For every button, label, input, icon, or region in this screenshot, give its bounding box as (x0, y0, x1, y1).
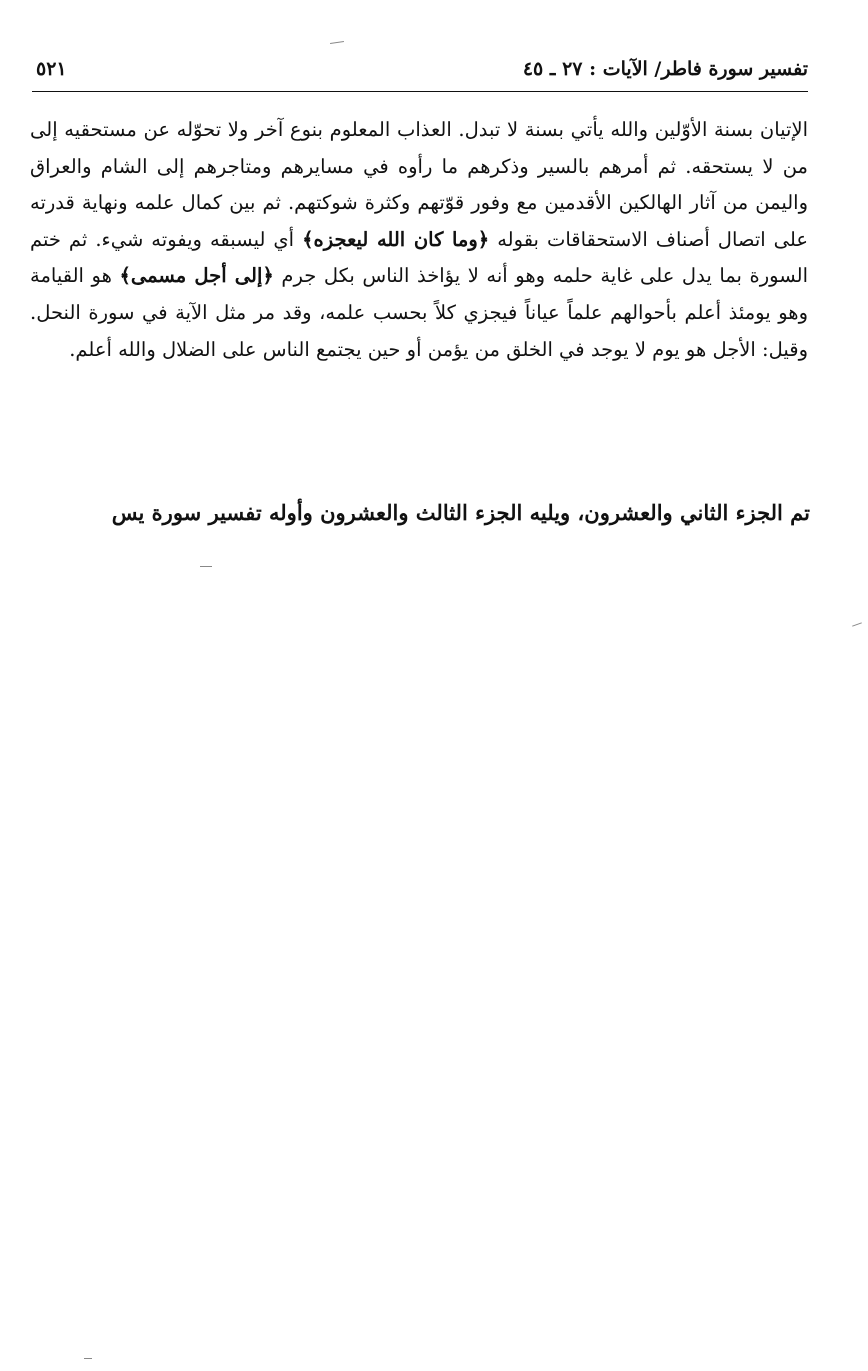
running-head (32, 56, 808, 92)
body-text-segment: أي ليسبقه ويفوته شيء. ثم ختم السورة بما يدل على غاية حلمه وهو أنه لا يؤاخذ الناس بكل جرم (30, 227, 808, 288)
colophon: تم الجزء الثاني والعشرون، ويليه الجزء الثالث والعشرون وأوله تفسير سورة يس (111, 500, 810, 525)
running-head-title: تفسير سورة فاطر/ الآيات : ٢٧ ـ ٤٥ (522, 58, 808, 80)
quran-quote: ﴿وما كان الله ليعجزه﴾ (302, 227, 490, 251)
paragraph (30, 112, 808, 368)
scan-speck (84, 1358, 92, 1359)
scan-speck (330, 41, 344, 44)
page-number: ٥٢١ (36, 58, 67, 80)
quran-quote: ﴿إلى أجل مسمى﴾ (119, 264, 274, 288)
body-text-segment: هو القيامة وهو يومئذ أعلم بأحوالهم علماً عياناً فيجزي كلاً بحسب علمه، وقد مر مثل الآية في سورة النحل. وقيل: الأجل هو يوم لا يوجد في الخلق من يؤمن أو حين يجتمع الناس على الضلال والله أعلم. (30, 264, 808, 361)
body-text-segment: الإتيان بسنة الأوّلين والله يأتي بسنة لا تبدل. العذاب المعلوم بنوع آخر ولا تحوّله عن مستحقيه إلى من لا يستحقه. ثم أمرهم بالسير وذكرهم ما رأوه في مسايرهم ومتاجرهم إلى الشام والعراق واليمن من آثار الهالكين الأقدمين مع وفور قوّتهم وكثرة شوكتهم. ثم بين كمال علمه ونهاية قدرته على اتصال أصناف الاستحقاقات بقوله (30, 118, 809, 251)
scan-speck (852, 622, 862, 626)
scan-speck (200, 566, 212, 567)
body-paragraph (30, 112, 808, 368)
header-rule (32, 91, 808, 92)
